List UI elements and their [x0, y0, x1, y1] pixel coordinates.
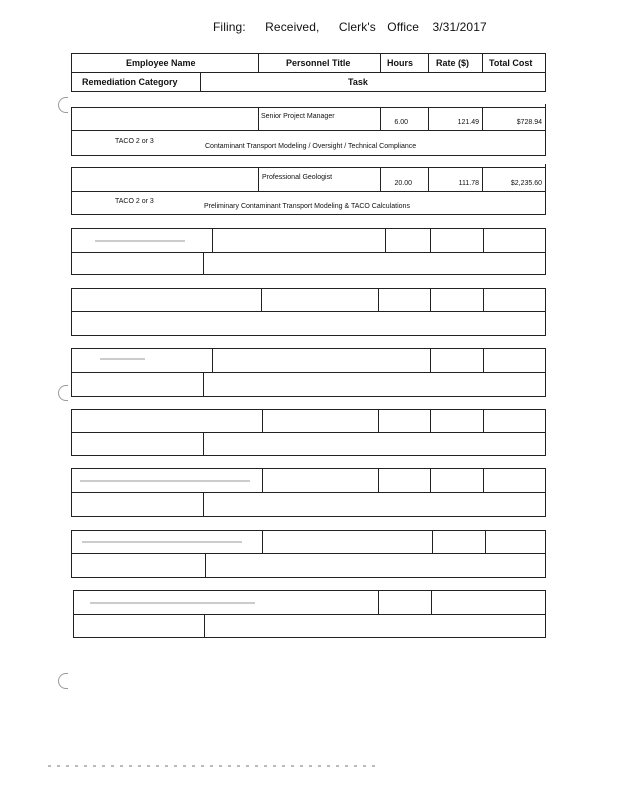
entry-1-task: Contaminant Transport Modeling / Oversight / Technical Compliance: [205, 143, 417, 150]
entry-2-rate: 111.78: [458, 180, 479, 187]
col-total-cost: Total Cost: [489, 58, 533, 68]
col-rate: Rate ($): [436, 58, 470, 68]
col-hours: Hours: [387, 58, 414, 68]
entry-1-title: Senior Project Manager: [261, 113, 335, 120]
col-employee-name: Employee Name: [126, 58, 196, 68]
entry-2-hours: 20.00: [394, 180, 412, 187]
entry-2-total: $2,235.60: [510, 180, 542, 187]
entry-1-rate: 121.49: [457, 119, 479, 126]
entry-1-category: TACO 2 or 3: [115, 138, 154, 145]
entry-2-title: Professional Geologist: [262, 174, 333, 181]
col-remediation-category: Remediation Category: [82, 77, 178, 87]
filing-date: 3/31/2017: [432, 20, 487, 34]
filing-label: Filing:: [213, 20, 246, 34]
received-label: Received,: [265, 20, 320, 34]
entry-2-task: Preliminary Contaminant Transport Modeling & TACO Calculations: [204, 203, 410, 210]
clerk-label: Clerk's: [338, 20, 376, 34]
filing-stamp: [213, 20, 503, 34]
punch-hole-top: [58, 97, 68, 113]
office-label: Office: [387, 20, 420, 34]
col-personnel-title: Personnel Title: [286, 58, 351, 68]
col-task: Task: [348, 77, 368, 87]
punch-hole-bottom: [58, 673, 68, 689]
scan-footer-noise: [48, 765, 378, 767]
punch-hole-middle: [58, 385, 68, 401]
entry-1-hours: 6.00: [394, 119, 408, 126]
entry-2-category: TACO 2 or 3: [115, 198, 154, 205]
entry-1-total: $728.94: [516, 119, 542, 126]
